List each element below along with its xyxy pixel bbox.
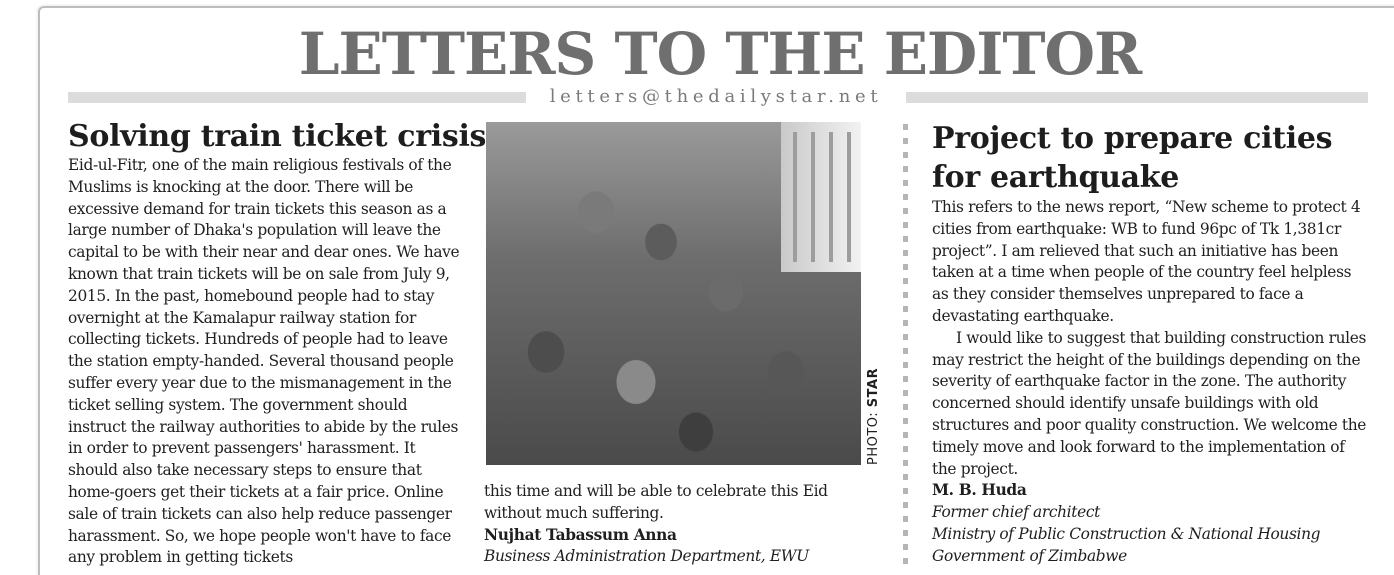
photo-credit-prefix: PHOTO: [866, 407, 881, 465]
left-letter-author-affiliation: Business Administration Department, EWU [484, 547, 809, 566]
left-letter-author-name: Nujhat Tabassum Anna [484, 525, 677, 544]
left-letter-continuation [484, 481, 884, 568]
column-divider [903, 124, 908, 569]
left-letter-continuation-text: this time and will be able to celebrate this Eid without much suffering. [484, 482, 828, 522]
ticket-counter-window [781, 122, 861, 272]
right-letter-author-gov: Government of Zimbabwe [932, 546, 1127, 565]
left-letter-headline: Solving train ticket crisis [68, 119, 487, 154]
right-letter-paragraph-2: I would like to suggest that building construction rules may restrict the height of the buildings depending on the severity of earthquake factor in the zone. The authority concerned should identify unsafe buildings with old structures and poor quality construction. We welcome the timely move and look forward to the implementation of the project. [932, 328, 1367, 478]
photo-credit-source: STAR [866, 367, 881, 408]
right-letter-headline: Project to prepare cities for earthquake [932, 121, 1333, 195]
left-letter-body [68, 155, 468, 569]
section-title: LETTERS TO THE EDITOR [298, 20, 1142, 88]
right-letter-author-role: Former chief architect [932, 503, 1100, 522]
right-letter-author-name: M. B. Huda [932, 481, 1027, 500]
crowd-photo [486, 122, 861, 465]
left-letter-paragraph: Eid-ul-Fitr, one of the main religious festivals of the Muslims is knocking at the door. There will be excessive demand for train tickets this season as a large number of Dhaka's population will leave the capital to be with their near and dear ones. We have known that train tickets will be on sale from July 9, 2015. In the past, homebound people had to stay overnight at the Kamalapur railway station for collecting tickets. Hundreds of people had to leave the station empty-handed. Several thousand people suffer every year due to the mismanagement in the ticket selling system. The government should instruct the railway authorities to abide by the rules in order to prevent passengers' harassment. It should also take necessary steps to ensure that home-goers get their tickets at a fair price. Online sale of train tickets can also help reduce passenger harassment. So, we hope people won't have to face any problem in getting tickets [68, 156, 460, 567]
title-rule-right [906, 92, 1368, 103]
title-rule-left [68, 92, 526, 103]
editor-email[interactable]: letters@thedailystar.net [549, 86, 883, 107]
photo-credit [866, 368, 882, 465]
right-letter-paragraph-1: This refers to the news report, “New scheme to protect 4 cities from earthquake: WB to fund 96pc of Tk 1,381cr project”. I am relieved that such an initiative has been taken at a time when people of the country feel helpless as they consider themselves unprepared to face a devastating earthquake. [932, 198, 1361, 325]
right-letter-author-org: Ministry of Public Construction & National Housing [932, 524, 1321, 543]
right-letter-body [932, 197, 1372, 568]
